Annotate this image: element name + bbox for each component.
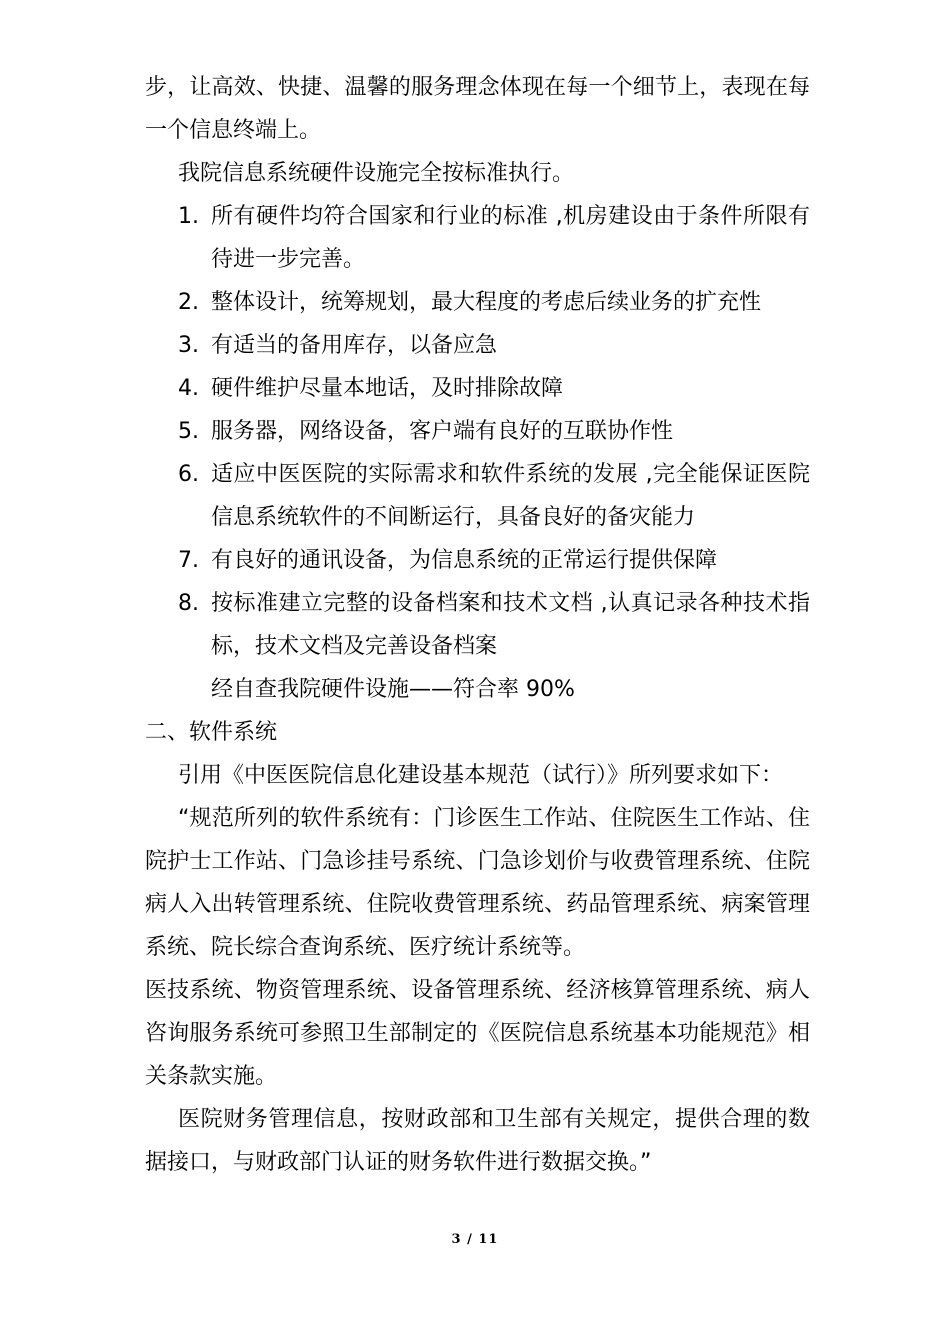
list-number: 8.: [178, 591, 199, 616]
list-text: 按标准建立完整的设备档案和技术文档 ,认真记录各种技术指标，技术文档及完善设备档案: [211, 591, 810, 659]
list-number: 5.: [178, 419, 199, 444]
list-item: [145, 281, 810, 324]
list-text: 整体设计，统筹规划，最大程度的考虑后续业务的扩充性: [211, 290, 762, 315]
paragraph-software-systems: “规范所列的软件系统有：门诊医生工作站、住院医生工作站、住院护士工作站、门急诊挂号系统、门急诊划价与收费管理系统、住院病人入出转管理系统、住院收费管理系统、药品管理系统、病案管理系统、院长综合查询系统、医疗统计系统等。: [145, 806, 810, 960]
paragraph-hardware-intro: 我院信息系统硬件设施完全按标准执行。: [178, 161, 575, 186]
list-number: 3.: [178, 333, 199, 358]
list-item: [145, 410, 810, 453]
list-text: 服务器，网络设备，客户端有良好的互联协作性: [211, 419, 674, 444]
list-number: 7.: [178, 548, 199, 573]
self-check-result: 经自查我院硬件设施——符合率 90%: [211, 677, 575, 702]
paragraph-medical-tech: 医技系统、物资管理系统、设备管理系统、经济核算管理系统、病人咨询服务系统可参照卫生部制定的《医院信息系统基本功能规范》相关条款实施。: [145, 978, 810, 1089]
list-number: 4.: [178, 376, 199, 401]
list-item: [145, 539, 810, 582]
page-number: 3 / 11: [451, 1232, 499, 1247]
paragraph-citation: 引用《中医医院信息化建设基本规范（试行）》所列要求如下：: [178, 763, 784, 788]
section-heading: 二、软件系统: [145, 720, 278, 745]
list-item: [145, 582, 810, 668]
document-body: [145, 66, 810, 1184]
list-item: [145, 453, 810, 539]
list-item: [145, 324, 810, 367]
hardware-list: [145, 195, 810, 668]
list-text: 有适当的备用库存，以备应急: [211, 333, 498, 358]
list-item: [145, 195, 810, 281]
list-number: 2.: [178, 290, 199, 315]
paragraph-finance: 医院财务管理信息，按财政部和卫生部有关规定，提供合理的数据接口，与财政部门认证的财务软件进行数据交换。”: [145, 1107, 810, 1175]
list-text: 硬件维护尽量本地话，及时排除故障: [211, 376, 564, 401]
list-item: [145, 367, 810, 410]
list-text: 有良好的通讯设备，为信息系统的正常运行提供保障: [211, 548, 718, 573]
paragraph-continuation: 步，让高效、快捷、温馨的服务理念体现在每一个细节上，表现在每一个信息终端上。: [145, 75, 810, 143]
list-number: 1.: [178, 204, 199, 229]
list-number: 6.: [178, 462, 199, 487]
list-text: 所有硬件均符合国家和行业的标准 ,机房建设由于条件所限有待进一步完善。: [211, 204, 810, 272]
list-text: 适应中医医院的实际需求和软件系统的发展 ,完全能保证医院信息系统软件的不间断运行，具备良好的备灾能力: [211, 462, 810, 530]
